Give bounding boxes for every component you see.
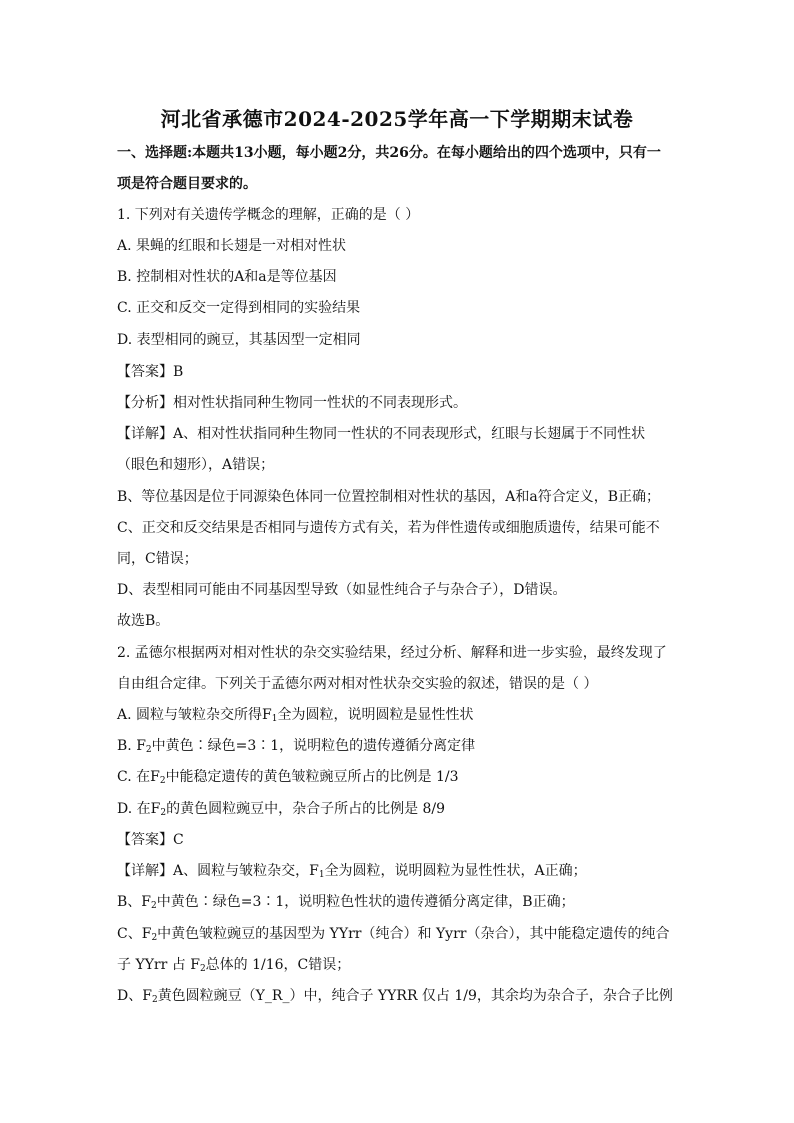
q2-option-b: B. $F_2$中黄色∶绿色=3∶1，说明粒色的遗传遵循分离定律 [117,738,476,755]
q2-answer: 【答案】C [117,832,184,848]
q2-detail-line-3: C、$F_2$中黄色皱粒豌豆的基因型为 YYrr（纯合）和 Yyrr（杂合），其中能稳定遗传的纯合 [117,926,670,943]
q1-detail-line-6: D、表型相同可能由不同基因型导致（如显性纯合子与杂合子），D错误。 [117,582,567,598]
q1-detail-line-3: B、等位基因是位于同源染色体同一位置控制相对性状的基因，A和a符合定义，B正确； [117,489,661,505]
section-header-line-2: 项是符合题目要求的。 [117,176,257,192]
q2-option-d: D. 在$F_2$的黄色圆粒豌豆中，杂合子所占的比例是 8/9 [117,801,446,818]
q1-detail-line-5: 同，C错误； [117,551,198,567]
q1-option-b: B. 控制相对性状的A和a是等位基因 [117,269,337,285]
q2-option-c: C. 在$F_2$中能稳定遗传的黄色皱粒豌豆所占的比例是 1/3 [117,769,459,786]
q2-option-a: A. 圆粒与皱粒杂交所得$F_1$全为圆粒，说明圆粒是显性性状 [117,707,474,724]
q2-stem-line-2: 自由组合定律。下列关于孟德尔两对相对性状杂交实验的叙述，错误的是（ ） [117,676,598,692]
q1-answer: 【答案】B [117,364,184,380]
q1-detail-line-1: 【详解】A、相对性状指同种生物同一性状的不同表现形式，红眼与长翅属于不同性状 [117,426,646,442]
q1-option-c: C. 正交和反交一定得到相同的实验结果 [117,300,361,316]
section-header-line-1: 一、选择题:本题共13小题，每小题2分，共26分。在每小题给出的四个选项中，只有一 [117,145,661,161]
q2-stem-line-1: 2. 孟德尔根据两对相对性状的杂交实验结果，经过分析、解释和进一步实验，最终发现了 [117,645,667,661]
q1-detail-line-2: （眼色和翅形），A错误； [117,457,275,473]
q1-stem: 1. 下列对有关遗传学概念的理解，正确的是（ ） [117,207,420,223]
q1-analysis: 【分析】相对性状指同种生物同一性状的不同表现形式。 [117,395,467,411]
q1-conclusion: 故选B。 [117,613,170,629]
q1-option-d: D. 表型相同的豌豆，其基因型一定相同 [117,332,361,348]
q2-detail-line-5: D、$F_2$黄色圆粒豌豆（Y_R_）中，纯合子 YYRR 仅占 1/9，其余均为杂合子，杂合子比例 [117,988,673,1005]
q2-detail-line-4: 子 YYrr 占 $F_2$总体的 1/16，C错误； [117,957,351,974]
page-title: 河北省承德市2024-2025学年高一下学期期末试卷 [160,107,634,131]
q2-detail-line-1: 【详解】A、圆粒与皱粒杂交，$F_1$全为圆粒，说明圆粒为显性性状，A正确； [117,863,587,880]
q1-detail-line-4: C、正交和反交结果是否相同与遗传方式有关，若为伴性遗传或细胞质遗传，结果可能不 [117,520,660,536]
q1-option-a: A. 果蝇的红眼和长翅是一对相对性状 [117,238,347,254]
q2-detail-line-2: B、$F_2$中黄色∶绿色=3∶1，说明粒色性状的遗传遵循分离定律，B正确； [117,894,575,911]
